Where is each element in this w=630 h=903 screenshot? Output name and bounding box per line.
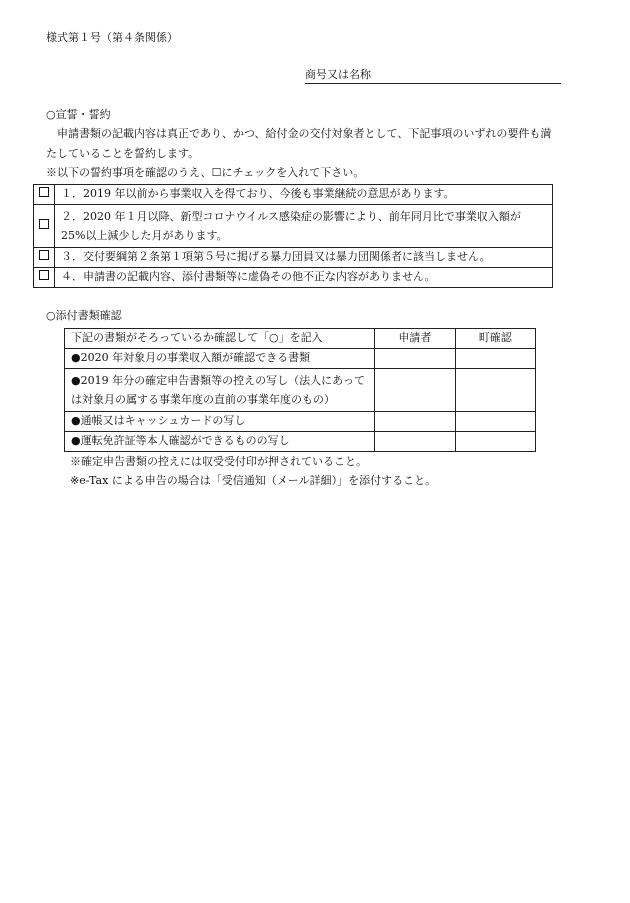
pledge-item-text: ２．2020 年１月以降、新型コロナウイルス感染症の影響により、前年同月比で事業収入額が 25%以上減少した月があります。 (55, 205, 553, 248)
pledge-intro-line2: たしていることを誓約します。 (46, 147, 200, 160)
pledge-checkbox[interactable] (34, 185, 55, 205)
pledge-section-title: ○宣誓・誓約 (46, 108, 111, 121)
town-check-cell[interactable] (455, 349, 535, 369)
applicant-check-cell[interactable] (375, 432, 455, 452)
documents-header-applicant: 申請者 (375, 329, 455, 349)
pledge-row (34, 185, 553, 205)
table-row (65, 432, 536, 452)
table-row (65, 369, 536, 412)
pledge-item-text: １．2019 年以前から事業収入を得ており、今後も事業継続の意思があります。 (55, 185, 553, 205)
pledge-item-text: ４．申請書の記載内容、添付書類等に虚偽その他不正な内容がありません。 (55, 268, 553, 288)
pledge-row (34, 248, 553, 268)
pledge-checkbox[interactable] (34, 205, 55, 248)
document-note-2: ※e-Tax による申告の場合は「受信通知（メール詳細）」を添付すること。 (70, 474, 437, 487)
pledge-instruction: ※以下の誓約事項を確認のうえ、☐にチェックを入れて下さい。 (46, 166, 365, 179)
pledge-checkbox[interactable] (34, 248, 55, 268)
applicant-check-cell[interactable] (375, 412, 455, 432)
document-note-1: ※確定申告書類の控えには収受受付印が押されていること。 (70, 455, 367, 468)
documents-header-town-check: 町確認 (455, 329, 535, 349)
document-item-text: ●運転免許証等本人確認ができるものの写し (65, 432, 375, 452)
documents-table (64, 328, 536, 452)
pledge-intro-line1: 申請書類の記載内容は真正であり、かつ、給付金の交付対象者として、下記事項のいずれの要件も満 (46, 127, 552, 140)
business-name-field[interactable]: 商号又は名称 (305, 68, 561, 84)
applicant-check-cell[interactable] (375, 369, 455, 412)
document-item-text: ●2019 年分の確定申告書類等の控えの写し（法人にあっては対象月の属する事業年度の直前の事業年度のもの） (65, 369, 375, 412)
town-check-cell[interactable] (455, 412, 535, 432)
town-check-cell[interactable] (455, 369, 535, 412)
document-item-text: ●2020 年対象月の事業収入額が確認できる書類 (65, 349, 375, 369)
town-check-cell[interactable] (455, 432, 535, 452)
documents-header-row (65, 329, 536, 349)
documents-section-title: ○添付書類確認 (46, 309, 122, 322)
table-row (65, 349, 536, 369)
pledge-table (33, 184, 553, 288)
form-number: 様式第１号（第４条関係） (46, 31, 178, 44)
documents-header-description: 下記の書類がそろっているか確認して「○」を記入 (65, 329, 375, 349)
pledge-row (34, 205, 553, 248)
table-row (65, 412, 536, 432)
pledge-checkbox[interactable] (34, 268, 55, 288)
pledge-item-text: ３．交付要綱第２条第１項第５号に掲げる暴力団員又は暴力団関係者に該当しません。 (55, 248, 553, 268)
document-item-text: ●通帳又はキャッシュカードの写し (65, 412, 375, 432)
applicant-check-cell[interactable] (375, 349, 455, 369)
pledge-row (34, 268, 553, 288)
